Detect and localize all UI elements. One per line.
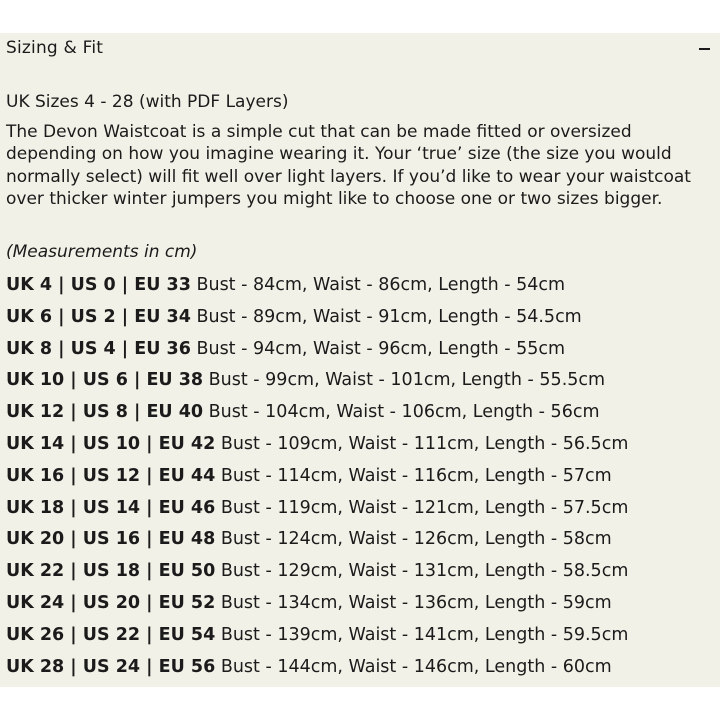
size-row xyxy=(6,365,628,397)
size-label: UK 24 | US 20 | EU 52 xyxy=(6,592,216,613)
size-label: UK 18 | US 14 | EU 46 xyxy=(6,497,216,518)
size-label: UK 4 | US 0 | EU 33 xyxy=(6,275,191,295)
size-measurements: Bust - 84cm, Waist - 86cm, Length - 54cm xyxy=(196,275,566,295)
size-label: UK 12 | US 8 | EU 40 xyxy=(6,402,204,423)
fit-description: The Devon Waistcoat is a simple cut that can be made fitted or oversized depending on how you imagine wearing it. Your ‘true’ size (the size you would normally select) will fit well over light layers. If you’d like to wear your waistcoat over thicker winter jumpers you might like to choose one or two sizes bigger. xyxy=(6,122,691,210)
size-row xyxy=(6,493,628,525)
size-measurements: Bust - 114cm, Waist - 116cm, Length - 57cm xyxy=(220,465,612,486)
size-measurements: Bust - 129cm, Waist - 131cm, Length - 58.5cm xyxy=(220,561,629,582)
size-measurements: Bust - 139cm, Waist - 141cm, Length - 59.5cm xyxy=(220,624,629,645)
size-measurements: Bust - 89cm, Waist - 91cm, Length - 54.5cm xyxy=(196,306,582,327)
size-row xyxy=(6,588,628,620)
size-row xyxy=(6,556,628,588)
sizes-range-text: UK Sizes 4 - 28 (with PDF Layers) xyxy=(6,92,289,112)
size-measurements: Bust - 94cm, Waist - 96cm, Length - 55cm xyxy=(196,338,566,359)
accordion-header[interactable] xyxy=(0,33,720,65)
size-chart-list xyxy=(6,270,628,683)
size-row xyxy=(6,397,628,429)
size-row xyxy=(6,270,628,302)
size-row xyxy=(6,524,628,556)
size-row xyxy=(6,461,628,493)
minus-icon[interactable] xyxy=(699,48,710,50)
size-label: UK 14 | US 10 | EU 42 xyxy=(6,433,216,454)
size-label: UK 10 | US 6 | EU 38 xyxy=(6,370,204,391)
sizing-fit-panel xyxy=(0,33,720,687)
size-label: UK 8 | US 4 | EU 36 xyxy=(6,338,191,359)
size-row xyxy=(6,652,628,684)
size-measurements: Bust - 104cm, Waist - 106cm, Length - 56cm xyxy=(208,402,600,423)
section-title: Sizing & Fit xyxy=(6,38,104,58)
size-measurements: Bust - 99cm, Waist - 101cm, Length - 55.5cm xyxy=(208,370,606,391)
size-label: UK 20 | US 16 | EU 48 xyxy=(6,529,216,550)
size-row xyxy=(6,620,628,652)
measurement-note: (Measurements in cm) xyxy=(6,242,198,262)
size-label: UK 16 | US 12 | EU 44 xyxy=(6,465,216,486)
size-measurements: Bust - 144cm, Waist - 146cm, Length - 60cm xyxy=(220,656,612,677)
size-row xyxy=(6,302,628,334)
size-label: UK 28 | US 24 | EU 56 xyxy=(6,656,216,677)
size-row xyxy=(6,334,628,366)
size-label: UK 6 | US 2 | EU 34 xyxy=(6,306,191,327)
size-measurements: Bust - 134cm, Waist - 136cm, Length - 59cm xyxy=(220,592,612,613)
size-measurements: Bust - 109cm, Waist - 111cm, Length - 56.5cm xyxy=(220,433,629,454)
size-measurements: Bust - 119cm, Waist - 121cm, Length - 57.5cm xyxy=(220,497,629,518)
size-row xyxy=(6,429,628,461)
size-measurements: Bust - 124cm, Waist - 126cm, Length - 58cm xyxy=(220,529,612,550)
size-label: UK 26 | US 22 | EU 54 xyxy=(6,624,216,645)
size-label: UK 22 | US 18 | EU 50 xyxy=(6,561,216,582)
